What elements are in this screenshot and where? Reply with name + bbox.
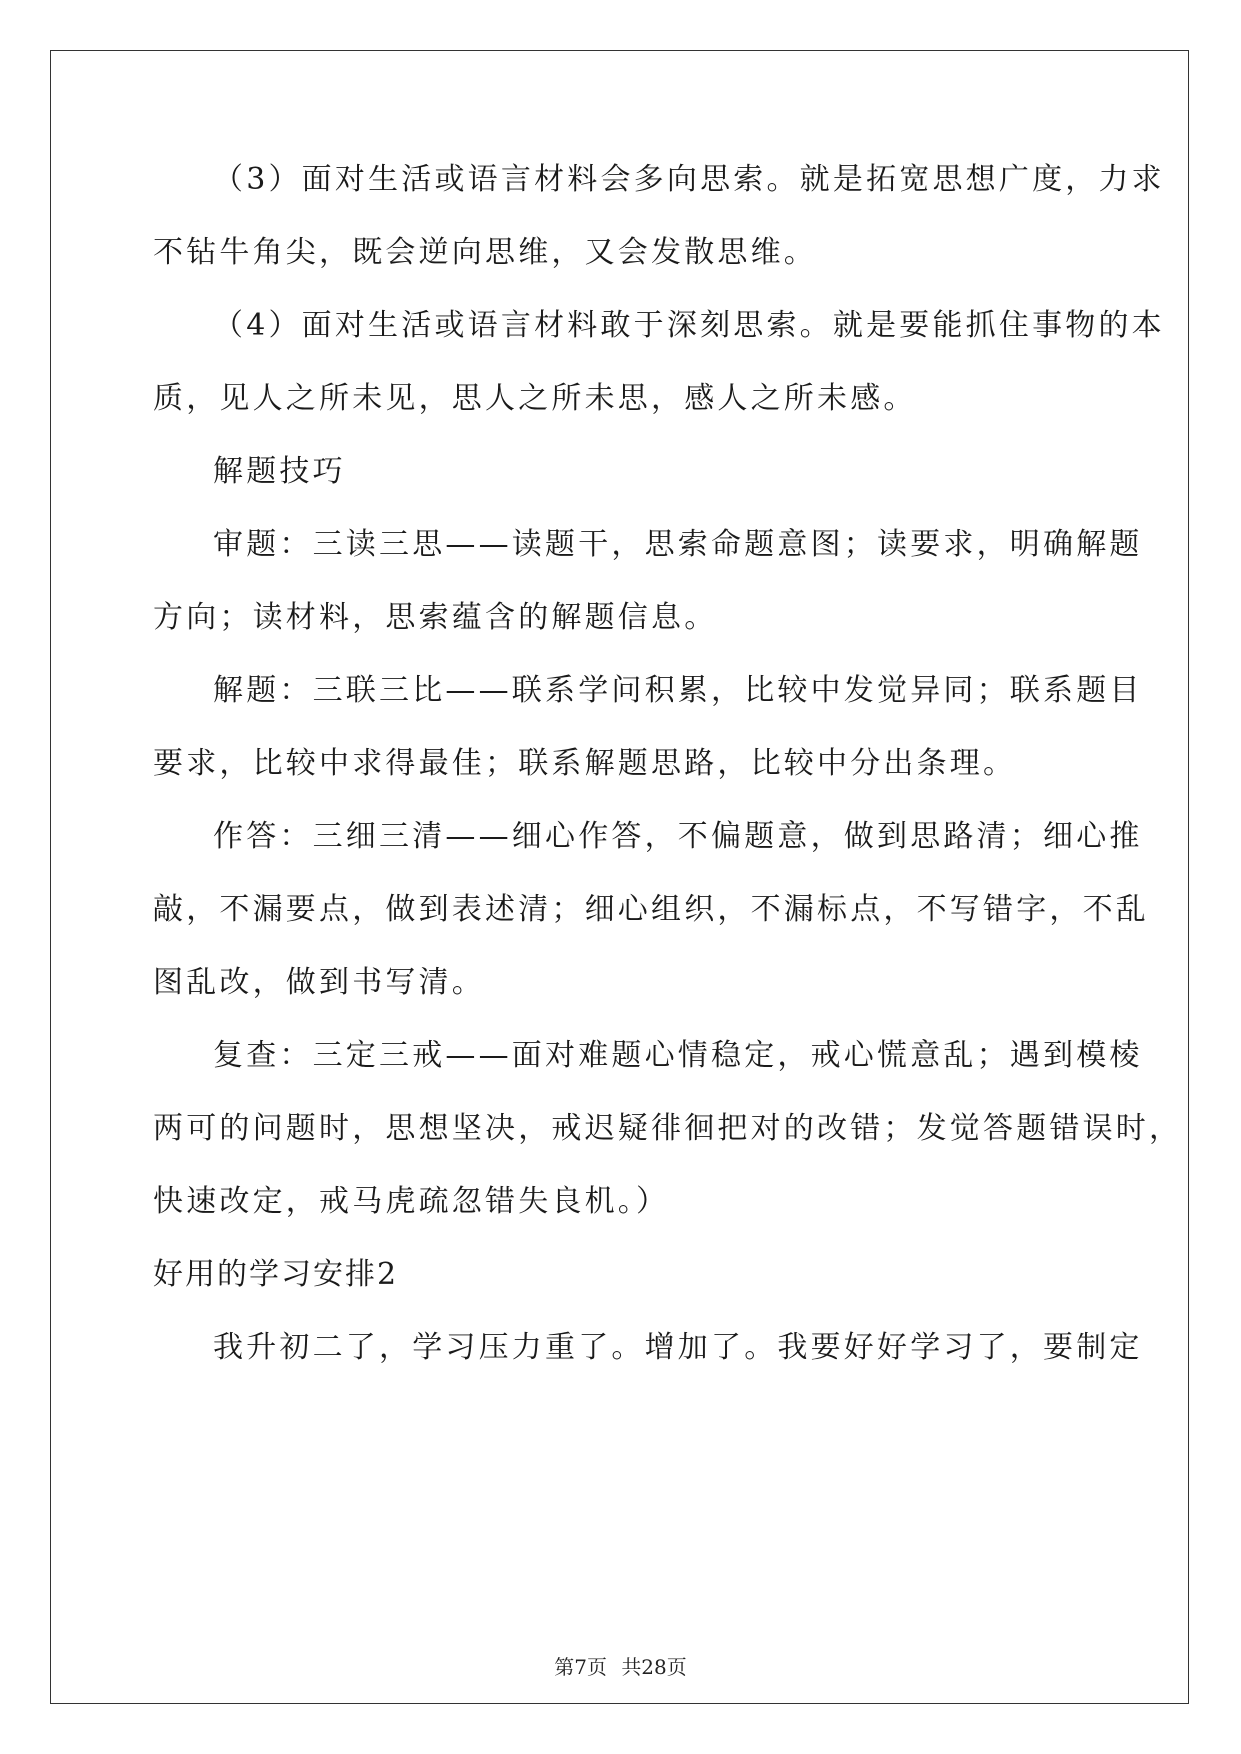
paragraph-line: 方向；读材料，思索蕴含的解题信息。 xyxy=(153,600,718,635)
page-border xyxy=(50,50,1189,1704)
paragraph-line: 敲，不漏要点，做到表述清；细心组织，不漏标点，不写错字，不乱 xyxy=(153,892,1149,927)
paragraph-line: 质，见人之所未见，思人之所未思，感人之所未感。 xyxy=(153,381,917,416)
paragraph-line: 作答：三细三清——细心作答，不偏题意，做到思路清；细心推 xyxy=(213,819,1143,854)
paragraph-line: 不钻牛角尖，既会逆向思维，又会发散思维。 xyxy=(153,235,817,270)
paragraph-line: （4）面对生活或语言材料敢于深刻思索。就是要能抓住事物的本 xyxy=(213,308,1165,343)
page-total: 共28页 xyxy=(621,1655,687,1679)
paragraph-line: 我升初二了，学习压力重了。增加了。我要好好学习了，要制定 xyxy=(213,1330,1143,1365)
section-title: 好用的学习安排2 xyxy=(153,1257,399,1292)
paragraph-line: 图乱改，做到书写清。 xyxy=(153,965,485,1000)
page-footer xyxy=(0,1655,1241,1679)
page-number: 第7页 xyxy=(554,1655,607,1679)
section-heading: 解题技巧 xyxy=(213,454,346,489)
paragraph-line: 两可的问题时，思想坚决，戒迟疑徘徊把对的改错；发觉答题错误时， xyxy=(153,1111,1183,1146)
paragraph-line: 复查：三定三戒——面对难题心情稳定，戒心慌意乱；遇到模棱 xyxy=(213,1038,1143,1073)
paragraph-line: 审题：三读三思——读题干，思索命题意图；读要求，明确解题 xyxy=(213,527,1143,562)
paragraph-line: （3）面对生活或语言材料会多向思索。就是拓宽思想广度，力求 xyxy=(213,162,1165,197)
paragraph-line: 解题：三联三比——联系学问积累，比较中发觉异同；联系题目 xyxy=(213,673,1143,708)
paragraph-line: 要求，比较中求得最佳；联系解题思路，比较中分出条理。 xyxy=(153,746,1017,781)
paragraph-line: 快速改定，戒马虎疏忽错失良机。） xyxy=(153,1184,670,1219)
